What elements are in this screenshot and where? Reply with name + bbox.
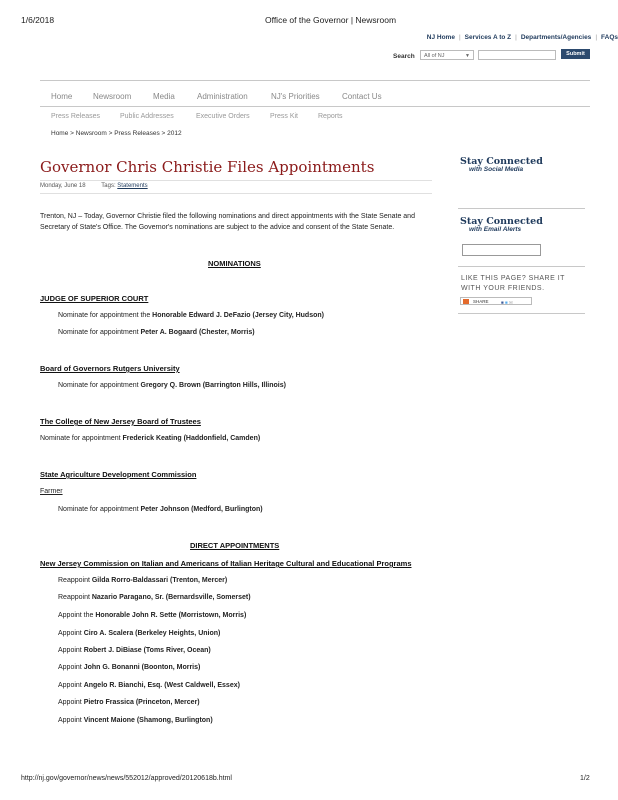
line-prefix: Appoint — [58, 630, 84, 637]
search-scope-value: All of NJ — [424, 53, 445, 59]
sidebar-divider — [458, 208, 585, 209]
chevron-down-icon: ▼ — [465, 53, 470, 59]
line-prefix: Nominate for appointment — [58, 506, 141, 513]
nominee-name: Peter Johnson (Medford, Burlington) — [140, 506, 263, 513]
appointment-line — [58, 717, 213, 724]
appointee-name: Gilda Rorro-Baldassari (Trenton, Mercer) — [91, 577, 228, 584]
appointment-line — [58, 647, 211, 654]
social-icons: ■ ■ ✉ — [501, 300, 513, 305]
subnav-press-releases[interactable]: Press Releases — [51, 113, 101, 120]
line-prefix: Nominate for appointment — [40, 435, 123, 442]
line-prefix: Nominate for appointment the — [58, 312, 153, 319]
top-link-nj-home[interactable]: NJ Home — [426, 34, 455, 41]
sidebar-divider — [458, 266, 585, 267]
search-scope-select[interactable] — [420, 50, 474, 60]
appointee-name: Robert J. DiBiase (Toms River, Ocean) — [83, 647, 211, 654]
stay-connected-social-heading: Stay Connected — [460, 156, 543, 167]
section-heading: Board of Governors Rutgers University — [40, 364, 180, 373]
share-label: SHARE — [473, 299, 489, 304]
breadcrumb[interactable]: Home > Newsroom > Press Releases > 2012 — [51, 130, 182, 137]
title-divider — [40, 180, 432, 181]
meta-divider — [40, 193, 432, 194]
share-button[interactable] — [460, 297, 532, 305]
email-alerts-link[interactable]: with Email Alerts — [469, 226, 522, 233]
search-input[interactable] — [478, 50, 556, 60]
line-prefix: Appoint — [58, 682, 84, 689]
appointment-line — [58, 664, 200, 671]
line-prefix: Reappoint — [58, 594, 92, 601]
nominee-name: Honorable Edward J. DeFazio (Jersey City, Hudson) — [152, 312, 324, 319]
share-plus-icon — [463, 299, 469, 304]
appointment-line — [58, 577, 227, 584]
nav-home[interactable]: Home — [51, 92, 73, 101]
nominee-name: Peter A. Bogaard (Chester, Morris) — [140, 329, 255, 336]
top-links: NJ Home | Services A to Z | Departments/Agencies | FAQs — [426, 34, 618, 41]
nomination-line — [58, 312, 324, 319]
section-heading: The College of New Jersey Board of Trustees — [40, 417, 201, 426]
nominee-name: Gregory Q. Brown (Barrington Hills, Illinois) — [140, 382, 286, 389]
appointee-name: Ciro A. Scalera (Berkeley Heights, Union) — [83, 630, 221, 637]
nav-newsroom[interactable]: Newsroom — [93, 92, 132, 101]
section-heading: State Agriculture Development Commission — [40, 470, 197, 479]
subnav-reports[interactable]: Reports — [318, 113, 343, 120]
stay-connected-email-heading: Stay Connected — [460, 216, 543, 227]
subnav-press-kit[interactable]: Press Kit — [270, 113, 299, 120]
line-prefix: Appoint — [58, 664, 84, 671]
direct-appointments-heading: DIRECT APPOINTMENTS — [190, 541, 280, 550]
section-subheading: Farmer — [40, 488, 63, 495]
nav-media[interactable]: Media — [153, 92, 175, 101]
share-prompt: LIKE THIS PAGE? SHARE IT WITH YOUR FRIENDS. — [461, 275, 565, 292]
print-title: Office of the Governor | Newsroom — [265, 15, 397, 25]
line-prefix: Nominate for appointment — [58, 329, 141, 336]
footer-url: http://nj.gov/governor/news/news/552012/approved/20120618b.html — [21, 775, 232, 782]
nomination-line — [58, 506, 263, 513]
line-prefix: Appoint the — [58, 612, 96, 619]
search-label: Search — [393, 53, 415, 60]
sidebar-divider — [458, 313, 585, 314]
appointee-name: Vincent Maione (Shamong, Burlington) — [83, 717, 213, 724]
nomination-line — [40, 435, 260, 442]
search-submit-button[interactable]: Submit — [561, 49, 590, 59]
nomination-line — [58, 329, 255, 336]
tags-label: Tags: — [101, 183, 116, 189]
nomination-line — [58, 382, 286, 389]
page-title: Governor Chris Christie Files Appointments — [40, 158, 375, 176]
article-date: Monday, June 18 — [40, 183, 86, 189]
appointment-line — [58, 699, 200, 706]
appointee-name: Pietro Frassica (Princeton, Mercer) — [83, 699, 200, 706]
top-link-services[interactable]: Services A to Z — [464, 34, 512, 41]
line-prefix: Appoint — [58, 647, 84, 654]
top-link-departments[interactable]: Departments/Agencies — [520, 34, 592, 41]
line-prefix: Nominate for appointment — [58, 382, 141, 389]
line-prefix: Reappoint — [58, 577, 92, 584]
appointee-name: Nazario Paragano, Sr. (Bernardsville, Somerset) — [91, 594, 251, 601]
social-media-link[interactable]: with Social Media — [469, 166, 524, 173]
subnav-public-addresses[interactable]: Public Addresses — [120, 113, 174, 120]
article-meta — [40, 183, 148, 189]
nav-nj-priorities[interactable]: NJ's Priorities — [271, 92, 320, 101]
section-heading: JUDGE OF SUPERIOR COURT — [40, 294, 149, 303]
nav-top-divider — [40, 80, 590, 81]
nav-bottom-divider — [40, 106, 590, 107]
line-prefix: Appoint — [58, 717, 84, 724]
appointment-line — [58, 630, 220, 637]
nominations-heading: NOMINATIONS — [208, 259, 261, 268]
appointee-name: John G. Bonanni (Boonton, Morris) — [83, 664, 201, 671]
top-link-faqs[interactable]: FAQs — [601, 34, 618, 41]
appointment-line — [58, 682, 240, 689]
line-prefix: Appoint — [58, 699, 84, 706]
appointee-name: Angelo R. Bianchi, Esq. (West Caldwell, Essex) — [83, 682, 240, 689]
tag-link[interactable]: Statements — [117, 183, 148, 189]
footer-page-number: 1/2 — [580, 775, 590, 782]
appointment-line — [58, 612, 246, 619]
nav-administration[interactable]: Administration — [197, 92, 248, 101]
subnav-executive-orders[interactable]: Executive Orders — [196, 113, 250, 120]
commission-heading: New Jersey Commission on Italian and Americans of Italian Heritage Cultural and Educational Programs — [40, 559, 412, 568]
print-date: 1/6/2018 — [21, 15, 55, 25]
nominee-name: Frederick Keating (Haddonfield, Camden) — [122, 435, 261, 442]
nav-contact-us[interactable]: Contact Us — [342, 92, 382, 101]
article-intro: Trenton, NJ – Today, Governor Christie filed the following nominations and direct appointments with the State Senate and Secretary of State's Office. The Governor's nominations are subject to the advice and consent of the State Senate. — [40, 213, 415, 231]
email-input[interactable] — [462, 244, 541, 256]
appointee-name: Honorable John R. Sette (Morristown, Morris) — [95, 612, 247, 619]
appointment-line — [58, 594, 251, 601]
